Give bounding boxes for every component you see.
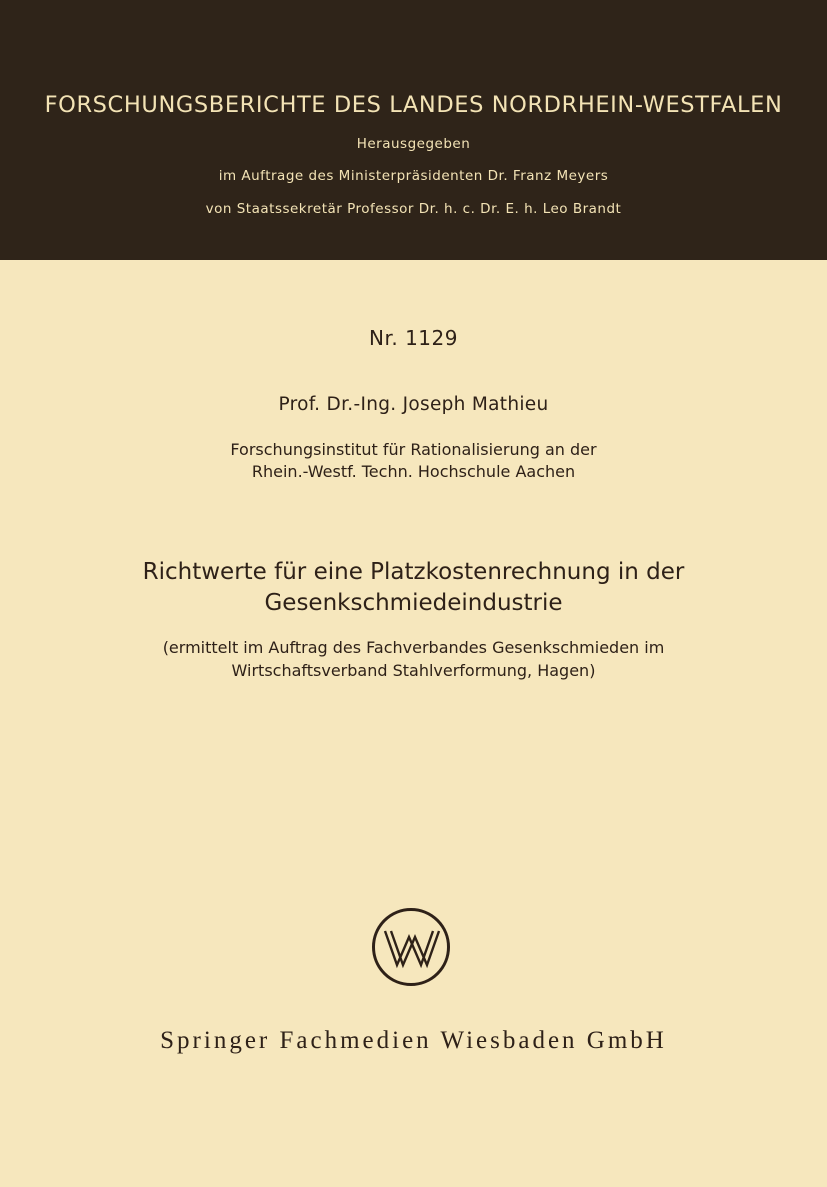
editor-label: Herausgegeben	[356, 136, 471, 152]
header-band	[0, 0, 827, 260]
institute-line-2: Rhein.-Westf. Techn. Hochschule Aachen	[251, 462, 576, 481]
volume-number: Nr. 1129	[369, 326, 458, 350]
commission-line: im Auftrage des Ministerpräsidenten Dr. Franz Meyers	[218, 168, 609, 184]
publisher-logo-icon	[371, 907, 451, 987]
book-title-line-1: Richtwerte für eine Platzkostenrechnung in der	[142, 559, 685, 585]
author-name: Prof. Dr.-Ing. Joseph Mathieu	[278, 394, 549, 415]
subtitle-line-1: (ermittelt im Auftrag des Fachverbandes Gesenkschmieden im	[162, 638, 665, 657]
subtitle-line-2: Wirtschaftsverband Stahlverformung, Hagen)	[231, 661, 596, 680]
editor-line: von Staatssekretär Professor Dr. h. c. Dr. E. h. Leo Brandt	[205, 201, 622, 217]
book-title-line-2: Gesenkschmiedeindustrie	[264, 590, 563, 616]
publisher-name: Springer Fachmedien Wiesbaden GmbH	[160, 1027, 667, 1054]
series-title: FORSCHUNGSBERICHTE DES LANDES NORDRHEIN-WESTFALEN	[44, 92, 783, 118]
institute-line-1: Forschungsinstitut für Rationalisierung an der	[230, 440, 597, 459]
